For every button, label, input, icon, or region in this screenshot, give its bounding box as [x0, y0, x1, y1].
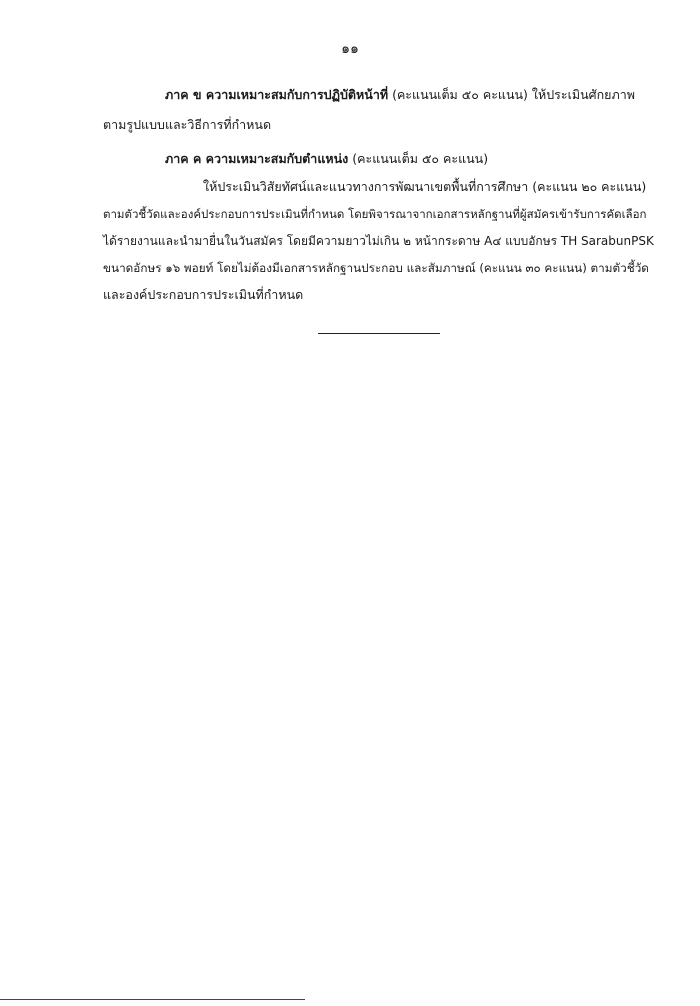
section-c-paragraph-line: ขนาดอักษร ๑๖ พอยท์ โดยไม่ต้องมีเอกสารหลักฐานประกอบ และสัมภาษณ์ (คะแนน ๓๐ คะแนน) ตามตัวชี้วัด [103, 261, 649, 275]
section-c-paragraph-line: และองค์ประกอบการประเมินที่กำหนด [103, 287, 304, 302]
scan-edge-line [0, 999, 305, 1000]
section-c-line-1 [165, 150, 488, 168]
section-b-line-2: ตามรูปแบบและวิธีการที่กำหนด [103, 117, 272, 132]
section-b-line-1 [165, 86, 635, 104]
section-c-paragraph-line: ให้ประเมินวิสัยทัศน์และแนวทางการพัฒนาเขตพื้นที่การศึกษา (คะแนน ๒๐ คะแนน) [203, 179, 647, 194]
end-divider [318, 333, 440, 334]
section-c-paragraph-line: ตามตัวชี้วัดและองค์ประกอบการประเมินที่กำหนด โดยพิจารณาจากเอกสารหลักฐานที่ผู้สมัครเข้ารับการคัดเลือก [103, 207, 647, 221]
section-b-heading: ภาค ข ความเหมาะสมกับการปฏิบัติหน้าที่ [165, 87, 389, 102]
section-b-score-text: (คะแนนเต็ม ๕๐ คะแนน) ให้ประเมินศักยภาพ [388, 87, 635, 102]
page-number: ๑๑ [341, 41, 359, 57]
section-c-heading: ภาค ค ความเหมาะสมกับตำแหน่ง [165, 151, 349, 166]
section-c-score-text: (คะแนนเต็ม ๕๐ คะแนน) [348, 151, 489, 166]
section-c-paragraph-line: ได้รายงานและนำมายื่นในวันสมัคร โดยมีความยาวไม่เกิน ๒ หน้ากระดาษ A๔ แบบอักษร TH SarabunPSK [103, 234, 654, 248]
